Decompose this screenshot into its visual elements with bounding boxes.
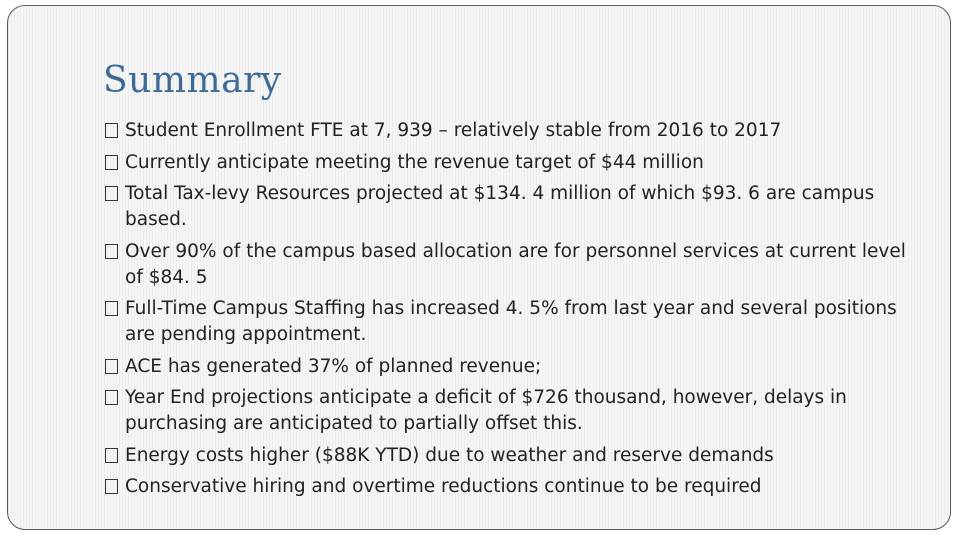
bullet-text: Student Enrollment FTE at 7, 939 – relatively stable from 2016 to 2017 bbox=[125, 120, 782, 141]
bullet-item-enrollment bbox=[103, 118, 913, 144]
bullet-text: Full-Time Campus Staffing has increased 4. 5% from last year and several positions are pending appointment. bbox=[125, 298, 897, 345]
bullet-list bbox=[103, 118, 913, 506]
square-bullet-icon bbox=[105, 479, 118, 494]
bullet-item-staffing bbox=[103, 296, 913, 348]
square-bullet-icon bbox=[105, 186, 118, 201]
bullet-item-personnel bbox=[103, 239, 913, 291]
bullet-text: Conservative hiring and overtime reductions continue to be required bbox=[125, 476, 762, 497]
bullet-text: Currently anticipate meeting the revenue target of $44 million bbox=[125, 151, 704, 173]
bullet-item-hiring bbox=[103, 474, 913, 500]
bullet-text: Total Tax-levy Resources projected at $134. 4 million of which $93. 6 are campus based. bbox=[125, 183, 875, 230]
bullet-text: Year End projections anticipate a deficit of $726 thousand, however, delays in purchasing are anticipated to partially offset this. bbox=[125, 387, 847, 434]
square-bullet-icon bbox=[105, 448, 118, 463]
square-bullet-icon bbox=[105, 359, 118, 374]
bullet-text: ACE has generated 37% of planned revenue; bbox=[125, 355, 542, 377]
bullet-item-ace-revenue bbox=[103, 354, 913, 380]
square-bullet-icon bbox=[105, 244, 118, 259]
bullet-item-tax-levy bbox=[103, 181, 913, 233]
bullet-item-revenue-target bbox=[103, 150, 913, 176]
slide-title: Summary bbox=[103, 60, 282, 101]
square-bullet-icon bbox=[105, 390, 118, 405]
square-bullet-icon bbox=[105, 301, 118, 316]
bullet-item-year-end bbox=[103, 385, 913, 437]
square-bullet-icon bbox=[105, 155, 118, 170]
bullet-text: Energy costs higher ($88K YTD) due to weather and reserve demands bbox=[125, 444, 774, 466]
bullet-text: Over 90% of the campus based allocation are for personnel services at current level of $84. 5 bbox=[125, 240, 906, 288]
square-bullet-icon bbox=[105, 123, 118, 138]
bullet-item-energy bbox=[103, 443, 913, 469]
